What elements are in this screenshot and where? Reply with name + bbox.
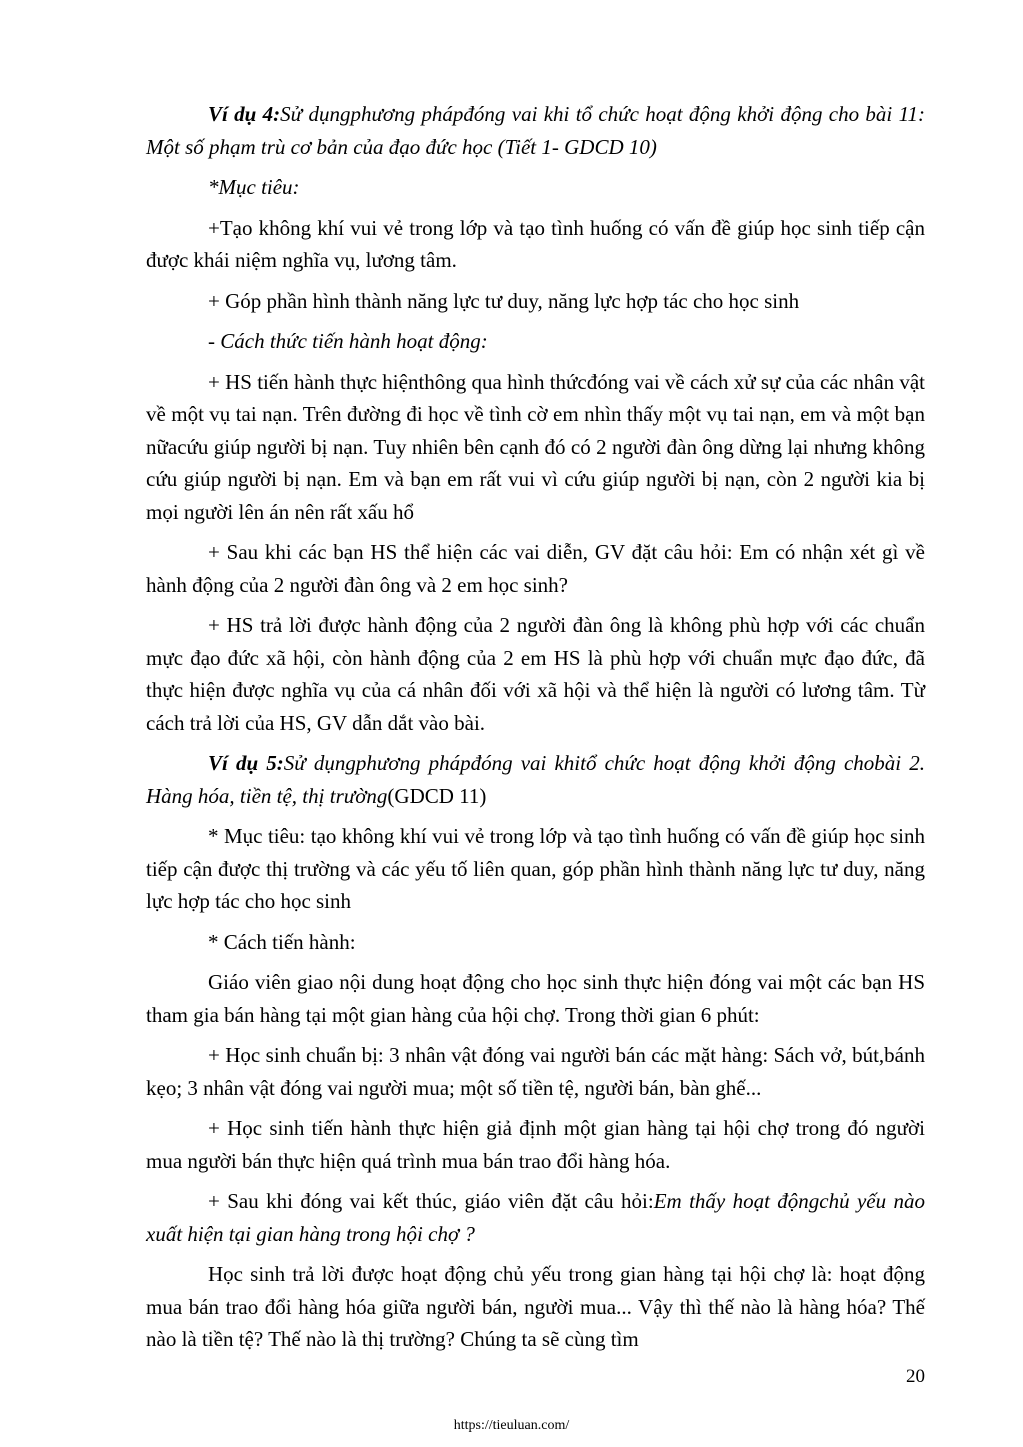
procedure-item-2: + Sau khi các bạn HS thể hiện các vai diễn, GV đặt câu hỏi: Em có nhận xét gì về hành động của 2 người đàn ông và 2 em học sinh?: [146, 540, 925, 597]
objective-item-2: + Góp phần hình thành năng lực tư duy, năng lực hợp tác cho học sinh: [208, 288, 800, 313]
objective-item-1: +Tạo không khí vui vẻ trong lớp và tạo tình huống có vấn đề giúp học sinh tiếp cận được khái niệm nghĩa vụ, lương tâm.: [146, 215, 925, 272]
example-4-label: Ví dụ 4:: [208, 102, 281, 126]
example-5-step-3: [146, 1185, 925, 1250]
procedure-item-1: + HS tiến hành thực hiệnthông qua hình thứcđóng vai về cách xử sự của các nhân vật về một vụ tai nạn. Trên đường đi học về tình cờ em nhìn thấy một vụ tai nạn, em và một bạn nữacứu giúp người bị nạn. Tuy nhiên bên cạnh đó có 2 người đàn ông dừng lại nhưng không cứu giúp người bị nạn. Em và bạn em rất vui vì cứu giúp người bị nạn, còn 2 người kia bị mọi người lên án nên rất xấu hổ: [146, 369, 925, 524]
example-5-step-1: + Học sinh chuẩn bị: 3 nhân vật đóng vai người bán các mặt hàng: Sách vở, bút,bánh kẹo; 3 nhân vật đóng vai người mua; một số tiền tệ, người bán, bàn ghế...: [146, 1043, 925, 1100]
page-number: 20: [906, 1366, 925, 1387]
document-body: [146, 98, 925, 1356]
example-5-step-3-text: + Sau khi đóng vai kết thúc, giáo viên đặt câu hỏi:: [208, 1189, 654, 1213]
example-5-step-2: + Học sinh tiến hành thực hiện giả định một gian hàng tại hội chợ trong đó người mua người bán thực hiện quá trình mua bán trao đổi hàng hóa.: [146, 1116, 925, 1173]
example-5-conclusion: Học sinh trả lời được hoạt động chủ yếu trong gian hàng tại hội chợ là: hoạt động mua bán trao đổi hàng hóa giữa người bán, người mua... Vậy thì thế nào là hàng hóa? Thế nào là tiền tệ? Thế nào là thị trường? Chúng ta sẽ cùng tìm: [146, 1262, 925, 1351]
example-5-step-3-question: Em thấy hoạt độngchủ yếu nào xuất hiện tại gian hàng trong hội chợ ?: [146, 1189, 925, 1246]
example-4-heading: [146, 98, 925, 163]
example-5-procedure-heading: * Cách tiến hành:: [208, 929, 356, 954]
example-5-title: Sử dụngphương phápđóng vai khitổ chức hoạt động khởi động chobài 2. Hàng hóa, tiền tệ, thị trường: [146, 751, 925, 808]
procedure-item-3: + HS trả lời được hành động của 2 người đàn ông là không phù hợp với các chuẩn mực đạo đức xã hội, còn hành động của 2 em HS là phù hợp với chuẩn mực đạo đức, đã thực hiện được nghĩa vụ của cá nhân đối với xã hội và thể hiện là người có lương tâm. Từ cách trả lời của HS, GV dẫn dắt vào bài.: [146, 613, 925, 735]
example-5-objective: * Mục tiêu: tạo không khí vui vẻ trong lớp và tạo tình huống có vấn đề giúp học sinh tiếp cận được thị trường và các yếu tố liên quan, góp phần hình thành năng lực tư duy, năng lực hợp tác cho học sinh: [146, 824, 925, 913]
footer-url[interactable]: https://tieuluan.com/: [453, 1418, 570, 1433]
example-5-subject: (GDCD 11): [387, 783, 487, 808]
procedure-heading: - Cách thức tiến hành hoạt động:: [208, 329, 488, 353]
example-5-heading: [146, 747, 925, 812]
objective-heading: *Mục tiêu:: [208, 175, 300, 199]
example-5-task: Giáo viên giao nội dung hoạt động cho học sinh thực hiện đóng vai một các bạn HS tham gia bán hàng tại một gian hàng của hội chợ. Trong thời gian 6 phút:: [146, 970, 925, 1027]
example-5-label: Ví dụ 5:: [208, 751, 284, 775]
example-4-title: Sử dụngphương phápđóng vai khi tổ chức hoạt động khởi động cho bài 11: Một số phạm trù cơ bản của đạo đức học (Tiết 1- GDCD 10): [146, 102, 925, 159]
